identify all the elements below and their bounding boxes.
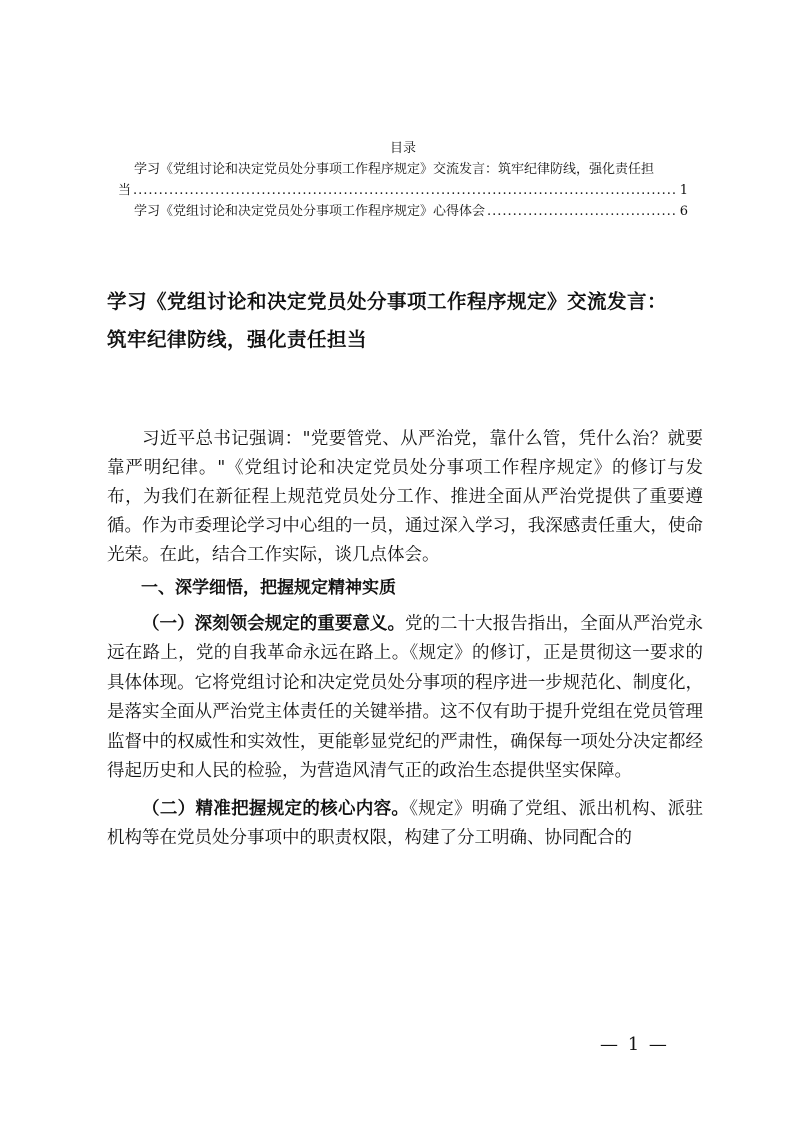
section-heading: 一、深学细悟，把握规定精神实质 [141,578,396,598]
toc-title: 目录 [389,141,416,156]
body-paragraph [107,610,703,787]
toc-entry[interactable] [118,201,688,222]
body-paragraph [107,795,703,854]
paragraph-lead: （二）精准把握规定的核心内容。 [142,798,410,819]
paragraph-text: 党的二十大报告指出，全面从严治党永远在路上，党的自我革命永远在路上。《规定》的修订，正是贯彻这一要求的具体体现。它将党组讨论和决定党员处分事项的程序进一步规范化、制度化，是落实全面从严治党主体责任的关键举措。这不仅有助于提升党组在党员管理监督中的权威性和实效性，更能彰显党纪的严肃性，确保每一项处分决定都经得起历史和人民的检验，为营造风清气正的政治生态提供坚实保障。 [107,613,703,781]
body-paragraph: 习近平总书记强调："党要管党、从严治党，靠什么管，凭什么治？就要靠严明纪律。"《党组讨论和决定党员处分事项工作程序规定》的修订与发布，为我们在新征程上规范党员处分工作、推进全面从严治党提供了重要遵循。作为市委理论学习中心组的一员，通过深入学习，我深感责任重大，使命光荣。在此，结合工作实际，谈几点体会。 [107,429,703,565]
paragraph-lead: （一）深刻领会规定的重要意义。 [142,613,405,634]
document-body [107,425,703,854]
table-of-contents [118,138,688,222]
document-title-line: 筑牢纪律防线，强化责任担当 [107,328,368,351]
document-title [107,283,717,359]
toc-leader-dots [487,201,676,222]
toc-leader-dots [133,180,676,201]
toc-page-number: 6 [679,204,688,219]
page-number: — 1 — [600,1034,669,1055]
document-title-line: 学习《党组讨论和决定党员处分事项工作程序规定》交流发言： [107,290,668,313]
toc-entry[interactable] [118,159,688,201]
toc-entry-text: 学习《党组讨论和决定党员处分事项工作程序规定》交流发言：筑牢纪律防线，强化责任担 [134,162,655,177]
toc-entry-text-cont: 当 [118,183,132,198]
toc-entry-text: 学习《党组讨论和决定党员处分事项工作程序规定》心得体会 [134,204,486,219]
toc-page-number: 1 [679,183,688,198]
paragraph-text: 《规定》明确了党组、派出机构、派驻机构等在党员处分事项中的职责权限，构建了分工明确、协同配合的 [107,798,703,848]
